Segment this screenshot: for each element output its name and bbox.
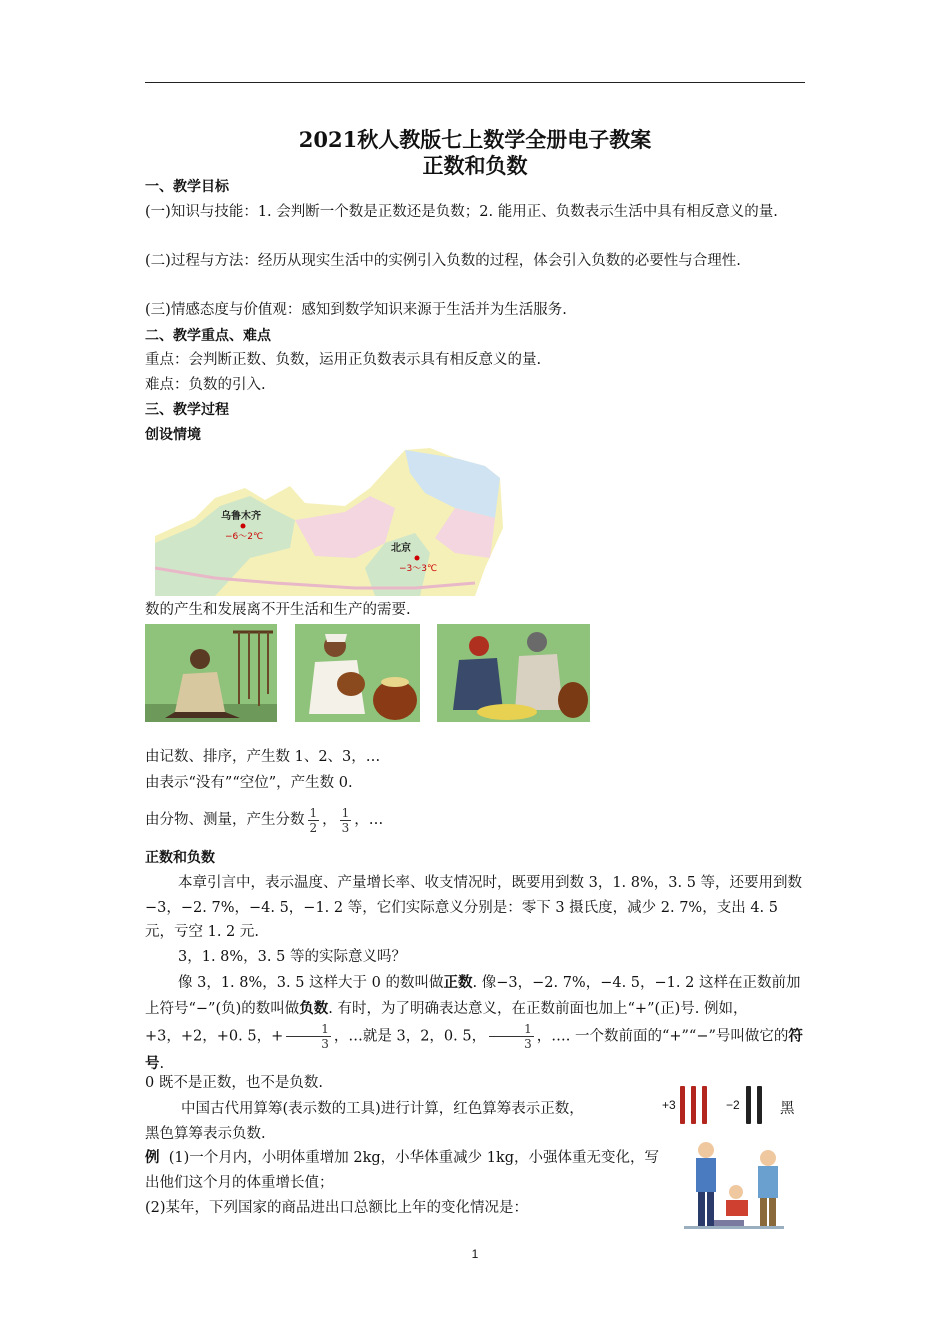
pottery-image [295, 624, 420, 722]
question-line: 3，1. 8%，3. 5 等的实际意义吗？ [178, 949, 406, 965]
goal-process: (二)过程与方法：经历从现实生活中的实例引入负数的过程，体会引入负数的必要性与合理性. [145, 253, 741, 269]
fraction-one-third-b: $\frac{1}{3}$ [489, 1022, 534, 1051]
example-1: 例 (1)一个月内，小明体重增加 2kg，小华体重减少 1kg，小强体重无变化，写出他们这个月的体重增长值； [145, 1150, 660, 1191]
counting-line-2: 由表示“没有”“空位”，产生数 0. [145, 775, 353, 791]
section-heading-keypoints: 二、教学重点、难点 [145, 328, 271, 344]
subheading-scenario: 创设情境 [145, 427, 201, 443]
page-number: 1 [471, 1247, 479, 1261]
term-positive: 正数 [443, 975, 473, 991]
china-map-image [155, 448, 505, 596]
knot-counting-image [145, 624, 277, 722]
counting-rods-image [662, 1086, 780, 1126]
header-rule [145, 82, 805, 83]
counting-rods-text-2: 黑色算筹表示负数. [145, 1126, 266, 1142]
black-rod-2 [757, 1086, 762, 1124]
black-rod-1 [746, 1086, 751, 1124]
counting-line-1: 由记数、排序，产生数 1、2、3，… [145, 749, 381, 765]
urumqi-dot [241, 524, 246, 529]
definition-paragraph: 像 3，1. 8%，3. 5 这样大于 0 的数叫做正数. 像−3，−2. 7%，−4. 5，−1. 2 这样在正数前加上符号“−”(负)的数叫做负数. 有时，为了明确表达意义，在正数前面也加上“+”(正)号. 例如，+3，+2，+0. 5，+ $\frac{1}{3}$ ，…就是 3，2，0. 5， $\frac{1}{3}$ ，…. 一个数前面的“+”“−”号叫做它的符号. [145, 975, 803, 1072]
subheading-pos-neg: 正数和负数 [145, 850, 215, 866]
section-heading-goals: 一、教学目标 [145, 179, 229, 195]
goal-attitude: (三)情感态度与价值观：感知到数学知识来源于生活并为生活服务. [145, 302, 567, 318]
origin-text: 数的产生和发展离不开生活和生产的需要. [145, 602, 411, 618]
rod-negative-label: −2 [726, 1098, 740, 1112]
term-sign: 符号 [145, 1028, 803, 1072]
red-rod-3 [702, 1086, 707, 1124]
urumqi-label: 乌鲁木齐 [221, 511, 261, 522]
zero-statement: 0 既不是正数，也不是负数. [145, 1075, 323, 1091]
doc-title: 2021秋人教版七上数学全册电子教案 [298, 127, 652, 152]
keypoint-difficulty: 难点：负数的引入. [145, 377, 266, 393]
goal-knowledge: (一)知识与技能：1. 会判断一个数是正数还是负数；2. 能用正、负数表示生活中具有相反意义的量. [145, 204, 778, 220]
counting-rods-text: 中国古代用算筹(表示数的工具)进行计算，红色算筹表示正数， [181, 1101, 584, 1117]
example-2: (2)某年，下列国家的商品进出口总额比上年的变化情况是： [145, 1200, 529, 1216]
fraction-plus-one-third: $\frac{1}{3}$ [286, 1022, 331, 1051]
keypoint-focus: 重点：会判断正数、负数，运用正负数表示具有相反意义的量. [145, 352, 542, 368]
counting-line-3-text: 由分物、测量，产生分数 [145, 812, 305, 828]
example-label: 例 [145, 1150, 160, 1166]
doc-subtitle: 正数和负数 [422, 153, 528, 178]
intro-paragraph: 本章引言中，表示温度、产量增长率、收支情况时，既要用到数 3，1. 8%，3. 5 等，还要用到数−3，−2. 7%，−4. 5，−1. 2 等，它们实际意义分别是：零下 3 摄氏度，减少 2. 7%，支出 4. 5 元，亏空 1. 2 元. [145, 875, 803, 940]
beijing-temp: −3～3℃ [399, 564, 438, 574]
beijing-label: 北京 [391, 543, 411, 554]
rod-positive-label: +3 [662, 1098, 676, 1112]
kids-weighing-image [678, 1140, 788, 1235]
trading-image [437, 624, 590, 722]
fraction-one-third: $\frac{1}{3}$ [341, 805, 350, 835]
counting-line-3: 由分物、测量，产生分数 $\frac{1}{2}$ ， $\frac{1}{3}$ ，… [145, 805, 384, 835]
term-negative: 负数 [299, 1001, 329, 1017]
red-rod-1 [680, 1086, 685, 1124]
red-rod-2 [691, 1086, 696, 1124]
urumqi-temp: −6～2℃ [225, 532, 264, 542]
beijing-dot [415, 556, 420, 561]
section-heading-process: 三、教学过程 [145, 402, 229, 418]
map-svg [155, 448, 505, 596]
black-char: 黑 [780, 1101, 795, 1117]
fraction-one-half: $\frac{1}{2}$ [309, 805, 318, 835]
